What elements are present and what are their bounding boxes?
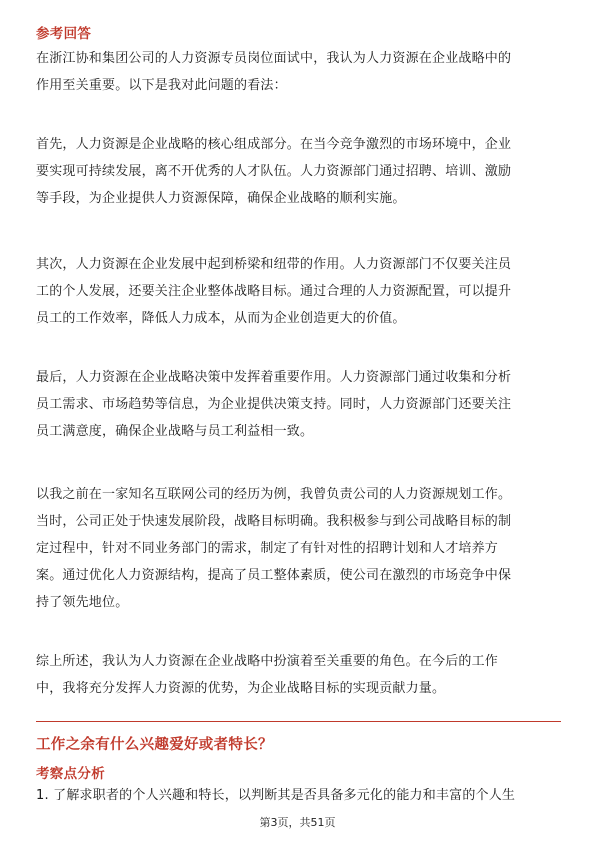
page-number: 第3页，共51页 <box>259 816 336 829</box>
analysis-heading: 考察点分析 <box>36 766 105 782</box>
paragraph-line: 持了领先地位。 <box>36 595 129 610</box>
answer-paragraph-2 <box>36 131 561 212</box>
paragraph-line: 中，我将充分发挥人力资源的优势，为企业战略目标的实现贡献力量。 <box>36 681 446 696</box>
paragraph-line: 定过程中，针对不同业务部门的需求，制定了有针对性的招聘计划和人才培养方 <box>36 541 499 556</box>
section-divider <box>36 721 561 722</box>
paragraph-line: 工的个人发展，还要关注企业整体战略目标。通过合理的人力资源配置，可以提升 <box>36 284 512 299</box>
paragraph-line: 以我之前在一家知名互联网公司的经历为例，我曾负责公司的人力资源规划工作。 <box>36 487 512 502</box>
answer-paragraph-3 <box>36 251 561 332</box>
paragraph-line: 1. 了解求职者的个人兴趣和特长，以判断其是否具备多元化的能力和丰富的个人生 <box>36 788 516 803</box>
paragraph-line: 案。通过优化人力资源结构，提高了员工整体素质，使公司在激烈的市场竞争中保 <box>36 568 512 583</box>
paragraph-line: 首先，人力资源是企业战略的核心组成部分。在当今竞争激烈的市场环境中，企业 <box>36 137 512 152</box>
paragraph-line: 员工的工作效率，降低人力成本，从而为企业创造更大的价值。 <box>36 311 406 326</box>
paragraph-line: 综上所述，我认为人力资源在企业战略中扮演着至关重要的角色。在今后的工作 <box>36 654 499 669</box>
paragraph-line: 当时，公司正处于快速发展阶段，战略目标明确。我积极参与到公司战略目标的制 <box>36 514 512 529</box>
paragraph-line: 在浙江协和集团公司的人力资源专员岗位面试中，我认为人力资源在企业战略中的 <box>36 51 512 66</box>
answer-paragraph-5 <box>36 481 561 616</box>
paragraph-line: 等手段，为企业提供人力资源保障，确保企业战略的顺利实施。 <box>36 191 406 206</box>
paragraph-line: 其次，人力资源在企业发展中起到桥梁和纽带的作用。人力资源部门不仅要关注员 <box>36 257 512 272</box>
paragraph-line: 员工满意度，确保企业战略与员工利益相一致。 <box>36 424 314 439</box>
reference-answer-heading: 参考回答 <box>36 26 92 42</box>
answer-paragraph-6 <box>36 648 561 702</box>
answer-paragraph-1 <box>36 45 561 99</box>
paragraph-line: 最后，人力资源在企业战略决策中发挥着重要作用。人力资源部门通过收集和分析 <box>36 370 512 385</box>
answer-paragraph-4 <box>36 364 561 445</box>
analysis-paragraph <box>36 782 561 809</box>
question-title: 工作之余有什么兴趣爱好或者特长？ <box>36 737 273 753</box>
paragraph-line: 要实现可持续发展，离不开优秀的人才队伍。人力资源部门通过招聘、培训、激励 <box>36 164 512 179</box>
paragraph-line: 作用至关重要。以下是我对此问题的看法： <box>36 78 287 93</box>
paragraph-line: 员工需求、市场趋势等信息，为企业提供决策支持。同时，人力资源部门还要关注 <box>36 397 512 412</box>
